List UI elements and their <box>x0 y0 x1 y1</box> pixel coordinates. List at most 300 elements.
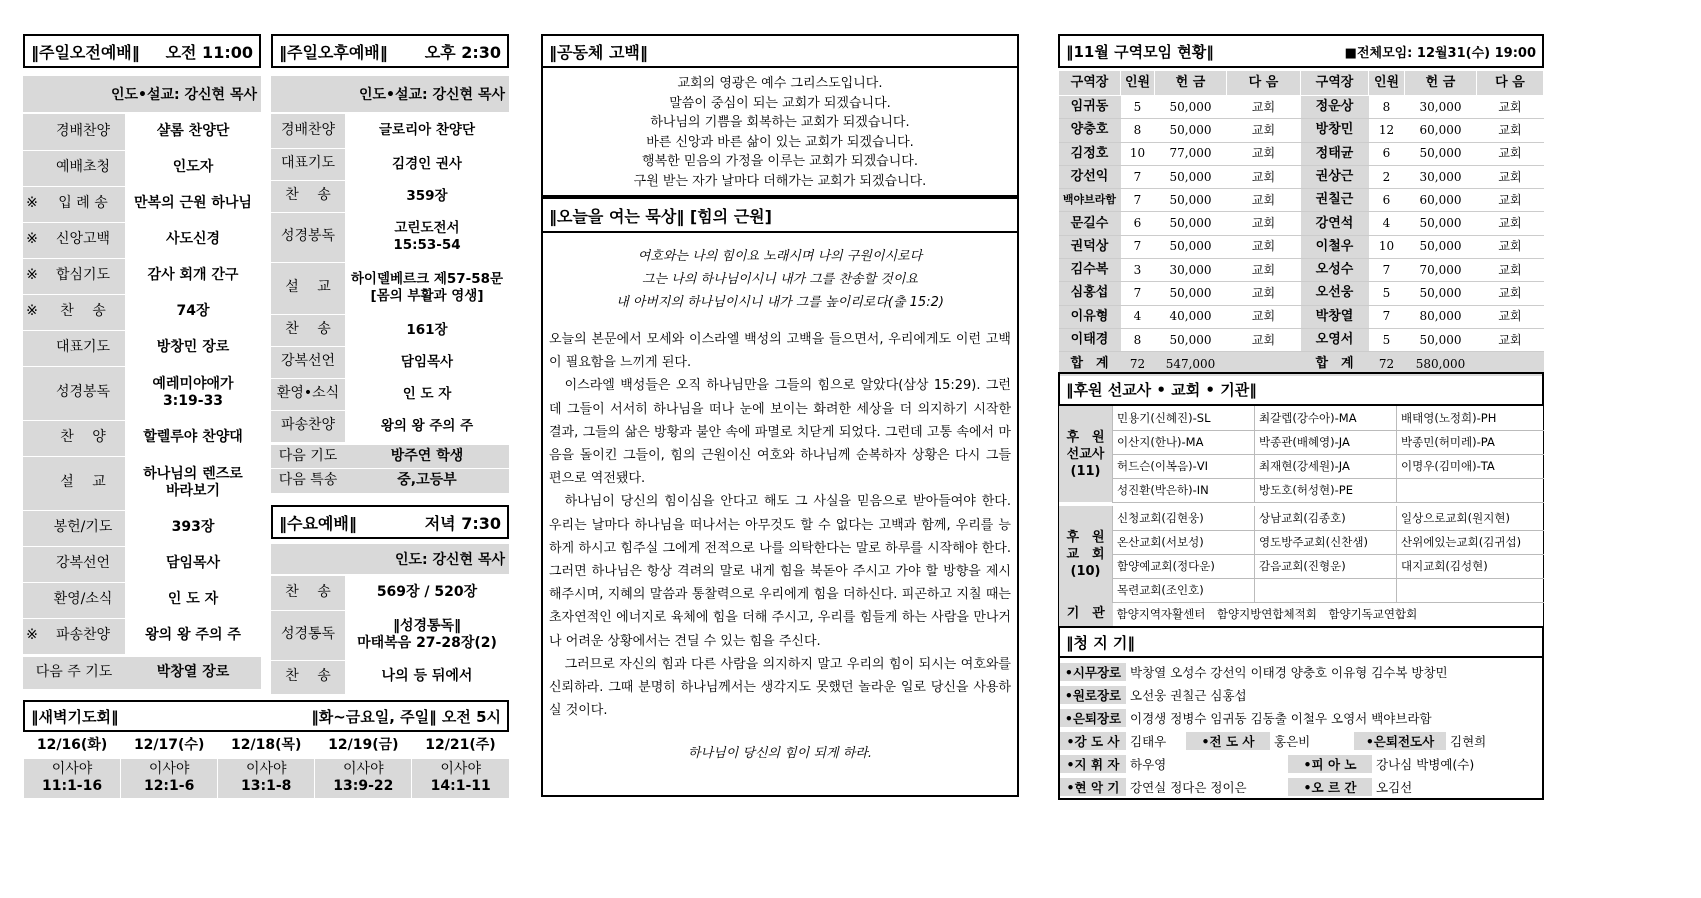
total-cell: 72 <box>1369 352 1405 376</box>
district-cell: 50,000 <box>1155 189 1227 212</box>
order-row <box>23 258 261 294</box>
district-cell: 교회 <box>1227 282 1301 305</box>
order-row <box>271 660 509 694</box>
support-entry: 온산교회(서보성) <box>1113 530 1255 554</box>
order-value: 김경인 권사 <box>345 148 509 180</box>
district-header <box>1058 34 1544 68</box>
meditation-section <box>541 197 1019 797</box>
dawn-ref: 11:1-16 <box>41 778 103 795</box>
support-group-label: 후 원 교 회 (10) <box>1059 506 1113 602</box>
required-mark <box>23 510 41 546</box>
meditation-closing: 하나님이 당신의 힘이 되게 하라. <box>688 746 872 762</box>
order-label: 성경봉독 <box>41 366 125 420</box>
next-prayer-value: 방주연 학생 <box>345 445 509 469</box>
order-label: 찬 송 <box>271 576 345 610</box>
district-cell: 50,000 <box>1405 142 1477 165</box>
order-value: 359장 <box>345 180 509 212</box>
officers-title: ‖청 지 기‖ <box>1066 633 1135 652</box>
dawn-date: 12/19(금) <box>315 734 412 758</box>
order-value: 감사 회개 간구 <box>125 258 261 294</box>
support-title: ‖후원 선교사 • 교회 • 기관‖ <box>1066 380 1257 399</box>
next-special-value: 중,고등부 <box>345 469 509 493</box>
support-org-row <box>1059 602 1544 626</box>
order-row <box>23 582 261 618</box>
support-entry: 민용기(신혜진)-SL <box>1113 406 1255 430</box>
support-entry: 감음교회(진형운) <box>1255 554 1397 578</box>
district-cell: 50,000 <box>1155 328 1227 351</box>
leader-name: 백야브라함 <box>1059 189 1121 212</box>
order-label: 찬 양 <box>41 420 125 456</box>
support-row <box>1059 506 1544 530</box>
total-cell: 547,000 <box>1155 352 1227 376</box>
order-label: 찬 송 <box>271 314 345 346</box>
wednesday-title: ‖수요예배‖ <box>279 513 357 533</box>
order-value: 74장 <box>125 294 261 330</box>
afternoon-next <box>271 445 509 493</box>
support-entry: 상남교회(김종호) <box>1255 506 1397 530</box>
morning-next-prayer <box>23 657 261 689</box>
leader-name: 이유형 <box>1059 305 1121 328</box>
total-cell: 합 계 <box>1301 352 1369 376</box>
district-row <box>1059 235 1544 258</box>
support-entry: 목련교회(조인호) <box>1113 578 1255 602</box>
support-entry <box>1255 578 1397 602</box>
leader-name: 이태경 <box>1059 328 1121 351</box>
order-label: 환영•소식 <box>271 378 345 410</box>
order-value: 할렐루야 찬양대 <box>125 420 261 456</box>
district-cell: 4 <box>1121 305 1155 328</box>
district-row <box>1059 212 1544 235</box>
support-row <box>1059 454 1544 478</box>
required-mark <box>23 420 41 456</box>
dawn-prayer <box>23 700 509 798</box>
support-section <box>1058 372 1544 627</box>
district-cell: 10 <box>1369 235 1405 258</box>
confession-section <box>541 34 1019 197</box>
order-row <box>23 420 261 456</box>
district-cell: 교회 <box>1227 142 1301 165</box>
order-label: 신앙고백 <box>41 222 125 258</box>
district-cell: 교회 <box>1227 165 1301 188</box>
order-row <box>23 456 261 510</box>
district-row <box>1059 259 1544 282</box>
order-label: 설 교 <box>271 262 345 314</box>
leader-name: 심홍섭 <box>1059 282 1121 305</box>
officer-label: •은퇴장로 <box>1060 709 1126 727</box>
required-mark: ※ <box>23 186 41 222</box>
district-cell: 6 <box>1369 142 1405 165</box>
order-label: 환영/소식 <box>41 582 125 618</box>
order-label: 파송찬양 <box>271 410 345 442</box>
order-label: 성경통독 <box>271 610 345 660</box>
district-col-header: 헌 금 <box>1405 71 1477 96</box>
order-label: 파송찬양 <box>41 618 125 654</box>
confession-line: 말씀이 중심이 되는 교회가 되겠습니다. <box>669 95 891 111</box>
district-cell: 교회 <box>1477 282 1544 305</box>
required-mark <box>23 150 41 186</box>
total-cell: 합 계 <box>1059 352 1121 376</box>
officer-row: •지 휘 자 하우영 •피 아 노 강나심 박병예(수) <box>1060 752 1542 775</box>
leader-name: 권칠근 <box>1301 189 1369 212</box>
support-entry: 일상으로교회(원지현) <box>1397 506 1544 530</box>
order-row <box>271 378 509 410</box>
district-cell: 7 <box>1369 259 1405 282</box>
district-cell: 50,000 <box>1155 282 1227 305</box>
officer-names: 이경생 정병수 임귀동 김동출 이철우 오영서 백야브라함 <box>1130 710 1432 726</box>
order-value: 만복의 근원 하나님 <box>125 186 261 222</box>
dawn-passage <box>412 758 509 798</box>
dawn-date: 12/21(주) <box>412 734 509 758</box>
order-label: 강복선언 <box>271 346 345 378</box>
afternoon-title: ‖주일오후예배‖ <box>279 42 388 62</box>
order-value: 담임목사 <box>345 346 509 378</box>
next-prayer-value: 박창열 장로 <box>125 657 261 689</box>
district-cell: 50,000 <box>1155 119 1227 142</box>
dawn-passage <box>121 758 218 798</box>
dawn-date: 12/16(화) <box>24 734 121 758</box>
order-value: 인 도 자 <box>125 582 261 618</box>
support-entry: 방도호(허성현)-PE <box>1255 478 1397 502</box>
district-table <box>1058 70 1544 376</box>
dawn-ref: 13:9-22 <box>333 778 394 795</box>
support-group-label: 후 원 선교사 (11) <box>1059 406 1113 502</box>
district-cell: 50,000 <box>1155 96 1227 119</box>
district-cell: 7 <box>1121 165 1155 188</box>
order-value: 방창민 장로 <box>125 330 261 366</box>
leader-name: 박창열 <box>1301 305 1369 328</box>
district-cell: 교회 <box>1227 212 1301 235</box>
district-cell: 30,000 <box>1405 165 1477 188</box>
org-list: 함양지역자활센터 함양지방연합체적회 함양기독교연합회 <box>1113 602 1544 626</box>
district-cell: 77,000 <box>1155 142 1227 165</box>
support-entry: 박종민(허미레)-PA <box>1397 430 1544 454</box>
confession-header <box>541 34 1019 68</box>
leader-name: 오성수 <box>1301 259 1369 282</box>
district-cell: 60,000 <box>1405 189 1477 212</box>
district-cell: 교회 <box>1477 165 1544 188</box>
officers-list <box>1058 658 1544 800</box>
district-cell: 4 <box>1369 212 1405 235</box>
meditation-paragraph: 하나님이 당신의 힘이심을 안다고 해도 그 사실을 믿음으로 받아들여야 한다. 우리는 날마다 하나님을 떠나서는 아무것도 할 수 없다는 고백과 함께, 우리를 능하게 하시고 힘주실 그에게 전적으로 나를 의탁한다는 말로 하루를 시작해야 한다. 그러면 하나님은 항상 격려의 말로 내게 힘을 북돋아 주시고 가야 할 방향을 제시해주시며, 지혜의 말씀과 통찰력으로 우리에게 힘을 더하신다. 피곤하고 지칠 때는 초자연적인 에너지로 육체에 힘을 더해 주시고, 우리를 힘들게 하는 사람을 만나거나 어려운 상황에서는 견딜 수 있는 힘을 주신다. <box>549 494 1011 649</box>
required-mark: ※ <box>23 258 41 294</box>
confession-line: 바른 신앙과 바른 삶이 있는 교회가 되겠습니다. <box>646 134 914 150</box>
district-cell: 교회 <box>1227 189 1301 212</box>
order-row <box>23 330 261 366</box>
district-cell: 3 <box>1121 259 1155 282</box>
required-mark: ※ <box>23 294 41 330</box>
support-entry <box>1397 478 1544 502</box>
order-value: 나의 등 뒤에서 <box>345 660 509 694</box>
total-cell: 72 <box>1121 352 1155 376</box>
district-row <box>1059 282 1544 305</box>
district-cell: 교회 <box>1477 305 1544 328</box>
wednesday-header <box>271 505 509 539</box>
order-value: 예레미야애가 3:19-33 <box>125 366 261 420</box>
order-row <box>23 114 261 150</box>
support-row <box>1059 554 1544 578</box>
officer-row <box>1060 706 1542 729</box>
leader-name: 김수복 <box>1059 259 1121 282</box>
order-value: 고린도전서 15:53-54 <box>345 212 509 262</box>
order-row <box>271 114 509 148</box>
officer-label: •원로장로 <box>1060 686 1126 704</box>
leader-name: 김정호 <box>1059 142 1121 165</box>
district-cell: 교회 <box>1227 96 1301 119</box>
dawn-book: 이사야 <box>148 761 190 778</box>
order-value: 인 도 자 <box>345 378 509 410</box>
district-cell: 50,000 <box>1155 165 1227 188</box>
order-row <box>23 618 261 654</box>
support-entry: 박종관(배혜영)-JA <box>1255 430 1397 454</box>
support-entry: 신청교회(김현웅) <box>1113 506 1255 530</box>
leader-name: 강선익 <box>1059 165 1121 188</box>
leader-name: 이철우 <box>1301 235 1369 258</box>
dawn-date: 12/17(수) <box>121 734 218 758</box>
district-cell: 60,000 <box>1405 119 1477 142</box>
dawn-book: 이사야 <box>343 761 384 778</box>
verse-line: 여호와는 나의 힘이요 노래시며 나의 구원이시로다 <box>637 249 923 264</box>
district-note: ■전체모임: 12월31(수) 19:00 <box>1344 45 1536 61</box>
district-cell: 80,000 <box>1405 305 1477 328</box>
officer-row <box>1060 660 1542 683</box>
leader-name: 권덕상 <box>1059 235 1121 258</box>
confession-line: 교회의 영광은 예수 그리스도입니다. <box>677 76 883 91</box>
order-value: 하나님의 렌즈로 바라보기 <box>125 456 261 510</box>
confession-line: 구원 받는 자가 날마다 더해가는 교회가 되겠습니다. <box>633 173 927 189</box>
confession-text <box>541 68 1019 197</box>
confession-title: ‖공동체 고백‖ <box>549 42 648 62</box>
district-col-header: 구역장 <box>1059 71 1121 96</box>
meditation-body <box>541 233 1019 797</box>
order-row <box>23 510 261 546</box>
order-label: 경배찬양 <box>41 114 125 150</box>
order-row <box>23 546 261 582</box>
confession-line: 하나님의 기쁨을 회복하는 교회가 되겠습니다. <box>650 115 910 130</box>
district-cell: 7 <box>1369 305 1405 328</box>
order-label: 합심기도 <box>41 258 125 294</box>
required-mark <box>23 330 41 366</box>
district-cell: 30,000 <box>1155 259 1227 282</box>
district-cell: 50,000 <box>1405 212 1477 235</box>
order-label: 예배초청 <box>41 150 125 186</box>
officer-row <box>1060 683 1542 706</box>
officer-row: •현 악 기 강연실 정다은 정이은 •오 르 간 오김선 <box>1060 775 1542 798</box>
dawn-ref: 13:1-8 <box>241 778 292 795</box>
wednesday-service <box>271 505 509 695</box>
support-row <box>1059 578 1544 602</box>
leader-name: 문길수 <box>1059 212 1121 235</box>
morning-title: ‖주일오전예배‖ <box>31 42 140 62</box>
required-mark <box>23 114 41 150</box>
order-value: ‖성경통독‖ 마태복음 27-28장(2) <box>345 610 509 660</box>
next-prayer-label: 다음 주 기도 <box>23 657 125 689</box>
dawn-time: ‖화~금요일, 주일‖ 오전 5시 <box>311 707 501 726</box>
order-label: 경배찬양 <box>271 114 345 148</box>
district-cell: 70,000 <box>1405 259 1477 282</box>
order-label: 대표기도 <box>271 148 345 180</box>
district-col-header: 다 음 <box>1477 71 1544 96</box>
leader-name: 권상근 <box>1301 165 1369 188</box>
district-cell: 10 <box>1121 142 1155 165</box>
dawn-book: 이사야 <box>245 761 287 778</box>
support-row <box>1059 478 1544 502</box>
afternoon-order-table <box>271 114 509 443</box>
support-entry: 허드슨(이복음)-VI <box>1113 454 1255 478</box>
district-cell: 12 <box>1369 119 1405 142</box>
required-mark <box>23 582 41 618</box>
support-entry: 이명우(김미애)-TA <box>1397 454 1544 478</box>
district-cell: 교회 <box>1477 119 1544 142</box>
officers-header <box>1058 626 1544 658</box>
order-value: 왕의 왕 주의 주 <box>125 618 261 654</box>
officers-section <box>1058 626 1544 800</box>
order-label: 대표기도 <box>41 330 125 366</box>
support-entry: 이산지(한나)-MA <box>1113 430 1255 454</box>
wednesday-time: 저녁 7:30 <box>424 513 501 533</box>
district-cell: 교회 <box>1227 119 1301 142</box>
order-row <box>271 576 509 610</box>
order-value: 하이델베르크 제57-58문 [몸의 부활과 영생] <box>345 262 509 314</box>
leader-name: 임귀동 <box>1059 96 1121 119</box>
order-value: 569장 / 520장 <box>345 576 509 610</box>
dawn-passage <box>24 758 121 798</box>
morning-header <box>23 34 261 68</box>
meditation-paragraph: 이스라엘 백성들은 오직 하나님만을 그들의 힘으로 알았다(삼상 15:29). 그런데 그들이 서서히 하나님을 떠나 눈에 보이는 화려한 세상을 더 의지하기 시작한 결과, 그들의 삶은 방황과 불안 속에 파멸로 치닫게 되었다. 그런데 고통 속에서 마음을 돌이킨 그들이, 힘의 근원이신 여호와 하나님께 순복하자 상황은 다시 그들 편으로 역전됐다. <box>549 378 1011 487</box>
leader-name: 방창민 <box>1301 119 1369 142</box>
dawn-ref: 12:1-6 <box>143 778 195 795</box>
district-cell: 교회 <box>1227 305 1301 328</box>
district-cell: 7 <box>1121 235 1155 258</box>
order-label: 봉헌/기도 <box>41 510 125 546</box>
support-table <box>1058 406 1544 627</box>
district-row <box>1059 328 1544 351</box>
district-row <box>1059 305 1544 328</box>
order-value: 담임목사 <box>125 546 261 582</box>
leader-name: 정운상 <box>1301 96 1369 119</box>
order-label: 찬 송 <box>271 660 345 694</box>
district-cell: 교회 <box>1477 328 1544 351</box>
order-row <box>271 410 509 442</box>
district-cell: 7 <box>1121 189 1155 212</box>
leader-name: 강연석 <box>1301 212 1369 235</box>
verse-line: 내 아버지의 하나님이시니 내가 그를 높이리로다(출 15:2) <box>616 295 944 310</box>
order-value: 글로리아 찬양단 <box>345 114 509 148</box>
dawn-date: 12/18(목) <box>218 734 315 758</box>
leader-name: 정태균 <box>1301 142 1369 165</box>
support-row <box>1059 430 1544 454</box>
order-value: 393장 <box>125 510 261 546</box>
dawn-header <box>23 700 509 732</box>
next-prayer-label: 다음 기도 <box>271 445 345 469</box>
district-cell: 8 <box>1121 328 1155 351</box>
afternoon-leader: 인도•설교: 강신현 목사 <box>271 76 509 112</box>
district-row <box>1059 189 1544 212</box>
leader-name: 오영서 <box>1301 328 1369 351</box>
morning-leader: 인도•설교: 강신현 목사 <box>23 76 261 112</box>
required-mark: ※ <box>23 618 41 654</box>
order-row <box>271 212 509 262</box>
support-entry: 대지교회(김성현) <box>1397 554 1544 578</box>
district-cell: 교회 <box>1227 259 1301 282</box>
district-cell: 8 <box>1121 119 1155 142</box>
leader-name: 오선웅 <box>1301 282 1369 305</box>
meditation-paragraphs <box>549 328 1011 722</box>
order-row <box>23 150 261 186</box>
district-header-row <box>1059 71 1544 96</box>
district-row <box>1059 96 1544 119</box>
district-cell: 교회 <box>1477 212 1544 235</box>
wednesday-leader: 인도: 강신현 목사 <box>271 544 509 574</box>
district-cell: 6 <box>1369 189 1405 212</box>
dawn-book: 이사야 <box>51 761 93 778</box>
officer-label: •시무장로 <box>1060 663 1126 681</box>
leader-name: 양충호 <box>1059 119 1121 142</box>
support-entry: 최갈렙(강수아)-MA <box>1255 406 1397 430</box>
dawn-ref: 14:1-11 <box>430 778 491 795</box>
support-entry <box>1397 578 1544 602</box>
meditation-title: ‖오늘을 여는 묵상‖ [힘의 근원] <box>549 206 772 226</box>
officer-names: 박창열 오성수 강선익 이태경 양충호 이유형 김수복 방창민 <box>1130 664 1448 680</box>
district-col-header: 구역장 <box>1301 71 1369 96</box>
order-value: 왕의 왕 주의 주 <box>345 410 509 442</box>
support-entry: 성진환(박은하)-IN <box>1113 478 1255 502</box>
order-row <box>271 346 509 378</box>
district-cell: 5 <box>1369 282 1405 305</box>
district-cell: 교회 <box>1227 328 1301 351</box>
meditation-header <box>541 197 1019 233</box>
dawn-book: 이사야 <box>440 761 481 778</box>
support-entry: 영도방주교회(신찬샘) <box>1255 530 1397 554</box>
support-entry: 함양예교회(정다운) <box>1113 554 1255 578</box>
afternoon-header <box>271 34 509 68</box>
meditation-verse <box>549 245 1011 314</box>
wednesday-order-table <box>271 576 509 695</box>
order-row <box>271 314 509 346</box>
district-cell: 5 <box>1121 96 1155 119</box>
district-cell: 교회 <box>1477 96 1544 119</box>
order-label: 찬 송 <box>41 294 125 330</box>
district-cell: 40,000 <box>1155 305 1227 328</box>
support-row <box>1059 406 1544 430</box>
org-label: 기 관 <box>1059 602 1113 626</box>
afternoon-service <box>271 34 509 493</box>
district-col-header: 인원 <box>1369 71 1405 96</box>
order-value: 사도신경 <box>125 222 261 258</box>
afternoon-time: 오후 2:30 <box>424 42 501 62</box>
order-row <box>23 294 261 330</box>
order-label: 강복선언 <box>41 546 125 582</box>
district-cell: 8 <box>1369 96 1405 119</box>
meditation-paragraph: 그러므로 자신의 힘과 다른 사람을 의지하지 말고 우리의 힘이 되시는 여호와를 신뢰하라. 그때 분명히 하나님께서는 생각지도 못했던 놀라운 일로 당신을 사용하실 것이다. <box>549 656 1011 719</box>
order-row <box>271 148 509 180</box>
district-row <box>1059 165 1544 188</box>
order-label: 성경봉독 <box>271 212 345 262</box>
district-cell: 50,000 <box>1155 235 1227 258</box>
order-row <box>271 610 509 660</box>
support-entry: 산위에있는교회(김귀섭) <box>1397 530 1544 554</box>
district-cell: 교회 <box>1477 142 1544 165</box>
total-cell: 580,000 <box>1405 352 1477 376</box>
dawn-title: ‖새벽기도회‖ <box>31 707 119 726</box>
dawn-schedule <box>23 734 509 798</box>
order-label: 설 교 <box>41 456 125 510</box>
support-entry: 최재현(강세원)-JA <box>1255 454 1397 478</box>
morning-service <box>23 34 261 689</box>
district-cell: 30,000 <box>1405 96 1477 119</box>
district-cell: 교회 <box>1477 259 1544 282</box>
meditation-paragraph: 오늘의 본문에서 모세와 이스라엘 백성의 고백을 들으면서, 우리에게도 이런 고백이 필요함을 느끼게 된다. <box>549 332 1011 371</box>
required-mark <box>23 456 41 510</box>
